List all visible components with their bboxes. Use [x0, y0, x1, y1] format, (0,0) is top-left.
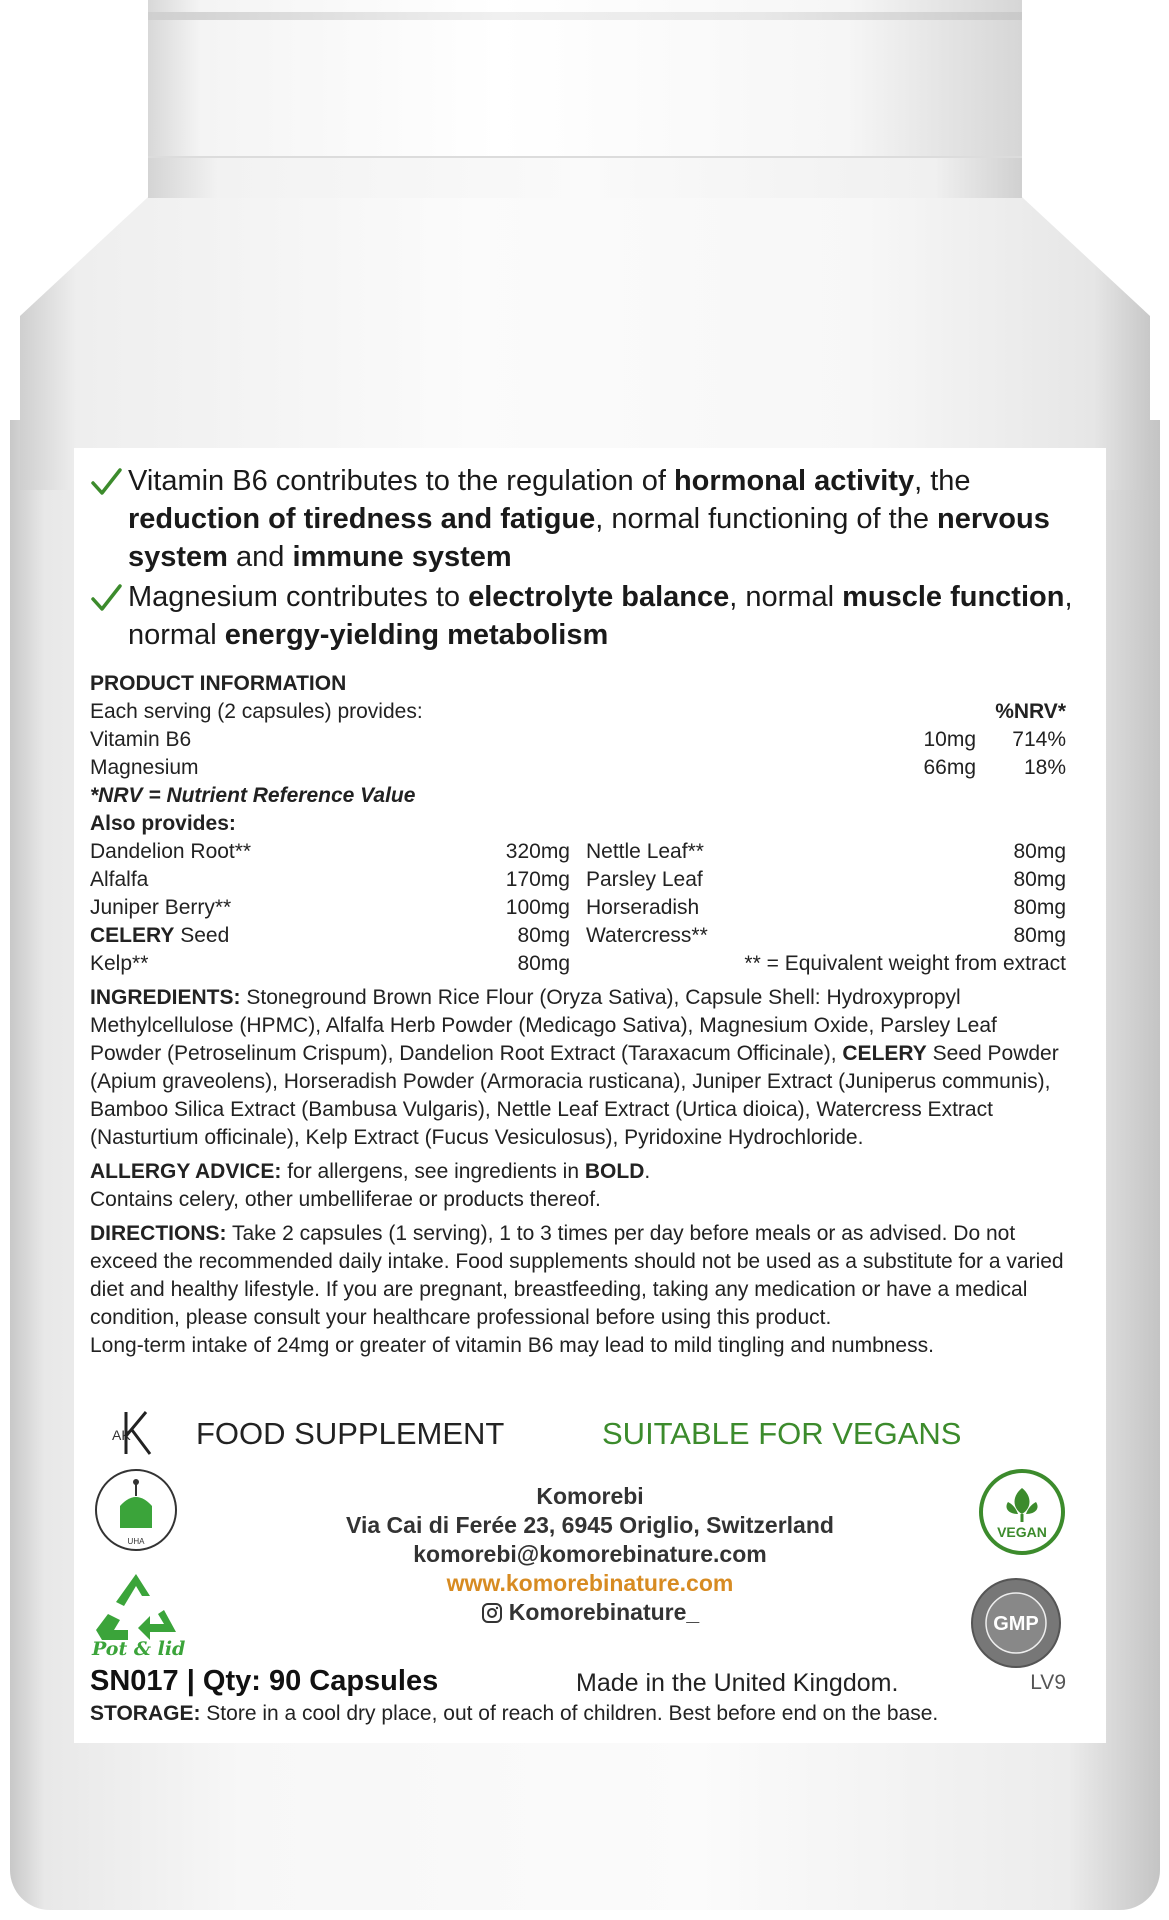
- ingredients-text-c: Seed Powder (Apium graveolens), Horseradish Powder (Armoracia rusticana), Juniper Extract (Juniperus communis), Bamboo Silica Extract (Bambusa Vulgaris), Nettle Leaf Extract (Urtica dioica), Watercress Extract (Nasturtium officinale), Kelp Extract (Fucus Vesiculosus), Pyridoxine Hydrochloride.: [90, 1042, 1059, 1149]
- claim-phrase: Vitamin B6 contributes to the regulation of: [128, 465, 674, 497]
- ingredients: [90, 984, 1066, 1152]
- company-address: Via Cai di Ferée 23, 6945 Origlio, Switzerland: [346, 1512, 834, 1538]
- also-name: Kelp**: [90, 952, 149, 975]
- also-row: [586, 838, 1066, 866]
- directions-text: Take 2 capsules (1 serving), 1 to 3 times per day before meals or as advised. Do not exceed the recommended daily intake. Food supplements should not be used as a substitute for a varied diet and healthy lifestyle. If you are pregnant, breastfeeding, taking any medication or have a medical condition, please consult your healthcare professional before using this product.: [90, 1222, 1064, 1329]
- also-name: Seed: [174, 924, 230, 947]
- also-provides-right: [578, 838, 1066, 978]
- also-amount: 170mg: [505, 868, 570, 891]
- claim-phrase: , normal: [128, 581, 1073, 651]
- company-website: www.komorebinature.com: [446, 1570, 734, 1596]
- logo-letters: AK: [112, 1427, 131, 1443]
- pot-and-lid-note: Pot & lid: [92, 1638, 186, 1660]
- claim-text: [128, 581, 1073, 651]
- nrv-note: *NRV = Nutrient Reference Value: [90, 784, 416, 807]
- also-amount: 320mg: [505, 840, 570, 863]
- also-name: Watercress**: [586, 924, 708, 947]
- also-row: [586, 950, 1066, 978]
- instagram-icon: [481, 1602, 503, 1624]
- also-name: Horseradish: [586, 896, 700, 919]
- allergy-text-c: .: [644, 1160, 651, 1183]
- bottle-shoulder: [20, 190, 1150, 490]
- badges-row: [90, 1410, 1066, 1456]
- nutrient-name: Vitamin B6: [90, 728, 192, 751]
- claim-bold-phrase: electrolyte balance: [468, 581, 730, 613]
- instagram-handle: Komorebinature_: [508, 1599, 700, 1625]
- also-row: [90, 894, 570, 922]
- food-supplement-label: FOOD SUPPLEMENT: [196, 1416, 505, 1451]
- footer: [90, 1665, 1066, 1699]
- claim-bold-phrase: nervous system: [128, 503, 1050, 573]
- recycle-icon: [90, 1568, 182, 1648]
- allergy-label: ALLERGY ADVICE:: [90, 1160, 282, 1183]
- also-amount: 80mg: [1013, 868, 1066, 891]
- also-row: [90, 838, 570, 866]
- bottle-neck: [148, 158, 1022, 198]
- ingredients-text-a: Stoneground Brown Rice Flour (Oryza Sativa), Capsule Shell: Hydroxypropyl Methylcellulose (HPMC), Alfalfa Herb Powder (Medicago Sativa), Magnesium Oxide, Parsley Leaf Powder (Petroselinum Crispum), Dandelion Root Extract (Taraxacum Officinale),: [90, 986, 997, 1065]
- allergy-line2: Contains celery, other umbelliferae or products thereof.: [90, 1188, 601, 1211]
- vegan-badge-icon: [978, 1468, 1066, 1556]
- equivalent-note: ** = Equivalent weight from extract: [744, 952, 1066, 975]
- product-info-heading: PRODUCT INFORMATION: [90, 672, 347, 695]
- claim-bold-phrase: muscle function: [842, 581, 1065, 613]
- claim-phrase: , the: [914, 465, 971, 497]
- also-name: Alfalfa: [90, 868, 149, 891]
- nutrient-amount: 66mg: [923, 756, 976, 779]
- also-row: [90, 922, 570, 950]
- directions-label: DIRECTIONS:: [90, 1222, 227, 1245]
- claim-phrase: , normal functioning of the: [595, 503, 938, 535]
- health-claims: [90, 462, 1090, 656]
- made-in: Made in the United Kingdom.: [576, 1669, 899, 1697]
- claim-text: [128, 465, 1050, 573]
- claim-bold-phrase: energy-yielding metabolism: [224, 619, 609, 651]
- company-name: Komorebi: [536, 1483, 644, 1509]
- also-name: Parsley Leaf: [586, 868, 703, 891]
- product-information: [90, 670, 1066, 1360]
- nutrient-name: Magnesium: [90, 756, 199, 779]
- nutrient-row: [90, 726, 1066, 754]
- company-email: komorebi@komorebinature.com: [413, 1541, 767, 1567]
- claim-bold-phrase: reduction of tiredness and fatigue: [128, 503, 596, 535]
- also-amount: 80mg: [517, 924, 570, 947]
- storage-label: STORAGE:: [90, 1702, 201, 1725]
- nutrient-amount: 10mg: [923, 728, 976, 751]
- also-amount: 80mg: [1013, 896, 1066, 919]
- nrv-header: %NRV*: [995, 700, 1066, 723]
- bottle-cap: [148, 0, 1022, 158]
- komorebi-logo: [110, 1410, 158, 1456]
- halal-abbr: UHA: [127, 1537, 145, 1546]
- storage: [90, 1702, 1066, 1726]
- company-info: [280, 1482, 900, 1627]
- also-provides-grid: [90, 838, 1066, 978]
- storage-text: Store in a cool dry place, out of reach of children. Best before end on the base.: [200, 1702, 939, 1725]
- also-amount: 80mg: [517, 952, 570, 975]
- claim-phrase: Magnesium contributes to: [128, 581, 469, 613]
- nutrient-nrv: 714%: [1012, 728, 1066, 751]
- ingredients-label: INGREDIENTS:: [90, 986, 241, 1009]
- allergen-celery: CELERY: [90, 924, 175, 947]
- vegan-badge-text: VEGAN: [997, 1524, 1047, 1540]
- also-row: [90, 950, 570, 978]
- b6-warning: Long-term intake of 24mg or greater of vitamin B6 may lead to mild tingling and numbness.: [90, 1334, 934, 1357]
- also-name: Juniper Berry**: [90, 896, 232, 919]
- directions: [90, 1220, 1066, 1360]
- also-name: Nettle Leaf**: [586, 840, 704, 863]
- suitable-for-vegans-label: SUITABLE FOR VEGANS: [602, 1416, 962, 1451]
- gmp-badge-text: GMP: [993, 1613, 1039, 1635]
- claim-bold-phrase: immune system: [292, 541, 512, 573]
- ingredients-celery: CELERY: [842, 1042, 927, 1065]
- allergy-advice: [90, 1158, 1066, 1214]
- also-amount: 80mg: [1013, 840, 1066, 863]
- also-row: [90, 866, 570, 894]
- also-amount: 100mg: [505, 896, 570, 919]
- claim-phrase: , normal: [729, 581, 843, 613]
- halal-authority-icon: [92, 1466, 180, 1554]
- also-provides-heading: Also provides:: [90, 812, 236, 835]
- also-amount: 80mg: [1013, 924, 1066, 947]
- also-name: Dandelion Root**: [90, 840, 252, 863]
- also-row: [586, 894, 1066, 922]
- also-row: [586, 866, 1066, 894]
- nutrient-row: [90, 754, 1066, 782]
- nutrient-nrv: 18%: [1023, 756, 1066, 779]
- allergy-bold: BOLD: [584, 1160, 645, 1183]
- company-instagram: [280, 1598, 900, 1627]
- claim-vitamin-b6: [90, 462, 1090, 576]
- cap-ridge: [148, 12, 1022, 20]
- claim-magnesium: [90, 578, 1090, 654]
- check-icon: [90, 582, 122, 614]
- sku-quantity: SN017 | Qty: 90 Capsules: [90, 1665, 439, 1697]
- allergy-text-a: for allergens, see ingredients in: [281, 1160, 585, 1183]
- gmp-badge-icon: [968, 1575, 1064, 1671]
- also-provides-left: [90, 838, 578, 978]
- also-row: [586, 922, 1066, 950]
- claim-bold-phrase: hormonal activity: [673, 465, 915, 497]
- serving-line: Each serving (2 capsules) provides:: [90, 700, 423, 723]
- claim-phrase: and: [227, 541, 293, 573]
- label-version: LV9: [1030, 1671, 1066, 1694]
- check-icon: [90, 466, 122, 498]
